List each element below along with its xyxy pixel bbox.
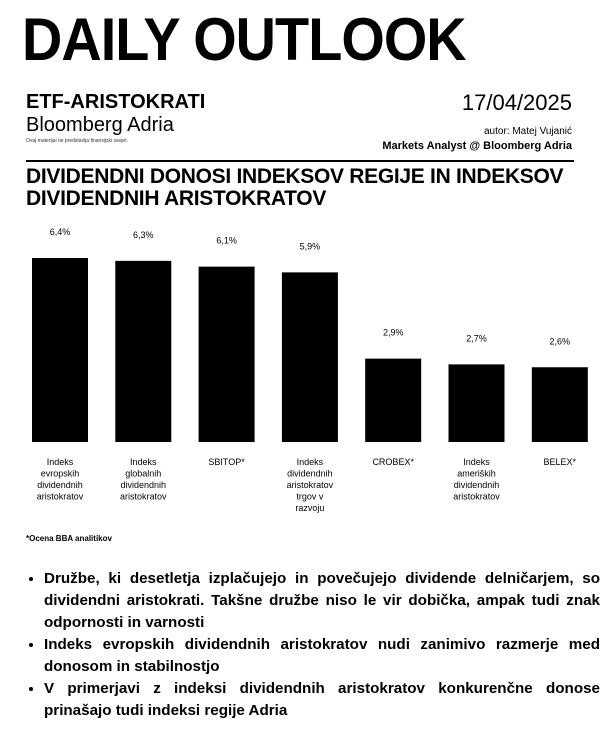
bar-2 [199, 267, 255, 442]
dividend-yield-bar-chart [0, 218, 600, 528]
chart-footnote: *Ocena BBA analitikov [26, 534, 112, 543]
data-label-3: 5,9% [299, 241, 321, 252]
data-label-5: 2,7% [466, 333, 487, 344]
bullet-item: • V primerjavi z indeksi dividendnih aristokratov konkurenčne donose prinašajo tudi indeksi regije Adria [44, 678, 600, 722]
key-points-list [22, 568, 600, 722]
header-divider [26, 160, 574, 162]
data-label-0: 6,4% [49, 227, 71, 237]
category-label-3: Indeks dividendnih aristokratov trgov v razvoju [286, 457, 334, 513]
bar-0 [32, 258, 88, 442]
author-role: Markets Analyst @ Bloomberg Adria [382, 140, 572, 152]
disclaimer-text: Ovaj materijal ne predstavlja finansijski savjet. [26, 138, 128, 144]
data-label-1: 6,3% [133, 229, 154, 240]
bar-4 [365, 359, 421, 442]
bar-5 [449, 364, 505, 442]
bar-3 [282, 272, 338, 442]
publisher-name: Bloomberg Adria [26, 114, 174, 136]
category-label-0: Indeks evropskih dividendnih aristokratov [36, 457, 84, 502]
category-label-4: CROBEX* [372, 457, 414, 467]
bar-1 [115, 261, 171, 442]
category-label-5: Indeks ameriških dividendnih aristokratov [453, 457, 500, 502]
report-subtitle: ETF-ARISTOKRATI [26, 91, 206, 113]
author-line: autor: Matej Vujanić [483, 126, 572, 137]
category-label-1: Indeks globalnih dividendnih aristokratov [120, 457, 167, 502]
bar-6 [532, 367, 588, 442]
data-label-4: 2,9% [382, 327, 404, 338]
category-label-2: SBITOP* [208, 457, 245, 467]
data-label-2: 6,1% [216, 235, 237, 246]
report-date: 17/04/2025 [461, 90, 572, 115]
category-label-6: BELEX* [543, 457, 577, 467]
chart-title: DIVIDENDNI DONOSI INDEKSOV REGIJE IN INDEKSOV DIVIDENDNIH ARISTOKRATOV [26, 165, 564, 210]
page-title: DAILY OUTLOOK [22, 6, 466, 73]
bullet-item: • Družbe, ki desetletja izplačujejo in povečujejo dividende delničarjem, so dividendni aristokrati. Takšne družbe niso le vir dobička, ampak tudi znak odpornosti in varnosti [44, 568, 600, 634]
bullet-item: • Indeks evropskih dividendnih aristokratov nudi zanimivo razmerje med donosom in stabilnostjo [44, 634, 600, 678]
data-label-6: 2,6% [549, 336, 571, 347]
